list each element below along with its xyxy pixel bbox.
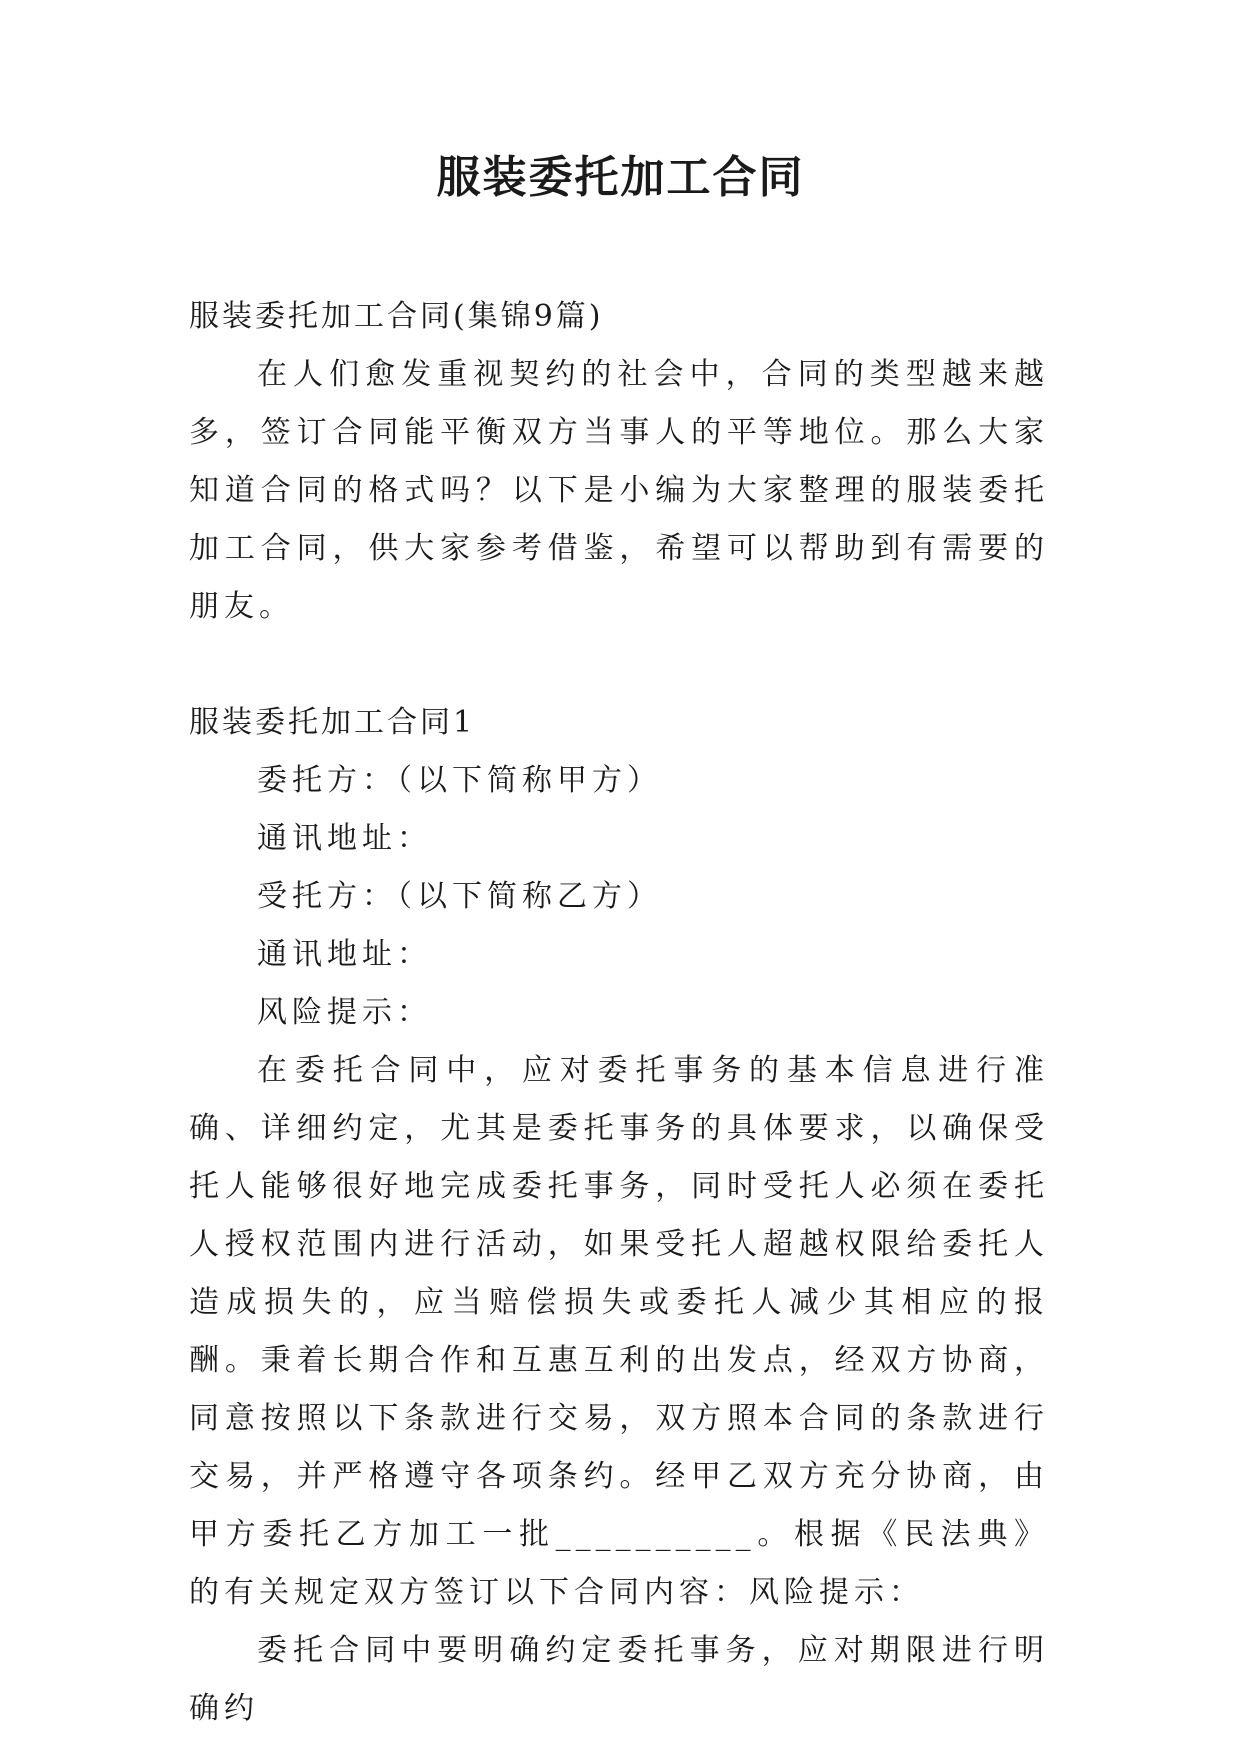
- field-contractor-address: 通讯地址：: [257, 937, 432, 972]
- field-client-address: 通讯地址：: [257, 821, 432, 856]
- document-body: [189, 288, 1049, 1738]
- intro-paragraph: 在人们愈发重视契约的社会中，合同的类型越来越多，签订合同能平衡双方当事人的平等地位。那么大家知道合同的格式吗？以下是小编为大家整理的服装委托加工合同，供大家参考借鉴，希望可以帮助到有需要的朋友。: [189, 357, 1049, 624]
- field-contractor: 受托方：（以下简称乙方）: [257, 879, 662, 914]
- contract-paragraph-1: 在委托合同中，应对委托事务的基本信息进行准确、详细约定，尤其是委托事务的具体要求，以确保受托人能够很好地完成委托事务，同时受托人必须在委托人授权范围内进行活动，如果受托人超越权限给委托人造成损失的，应当赔偿损失或委托人减少其相应的报酬。秉着长期合作和互惠互利的出发点，经双方协商，同意按照以下条款进行交易，双方照本合同的条款进行交易，并严格遵守各项条约。经甲乙双方充分协商，由甲方委托乙方加工一批__________。根据《民法典》的有关规定双方签订以下合同内容：风险提示：: [189, 1053, 1049, 1610]
- section-title: 服装委托加工合同1: [189, 705, 476, 740]
- paragraph-gap: [189, 636, 1049, 694]
- field-client: 委托方：（以下简称甲方）: [257, 763, 662, 798]
- field-risk-notice: 风险提示：: [257, 995, 432, 1030]
- document-title: 服装委托加工合同: [436, 152, 805, 203]
- contract-paragraph-2: 委托合同中要明确约定委托事务，应对期限进行明确约: [189, 1633, 1049, 1726]
- collection-title: 服装委托加工合同(集锦9篇): [189, 299, 604, 334]
